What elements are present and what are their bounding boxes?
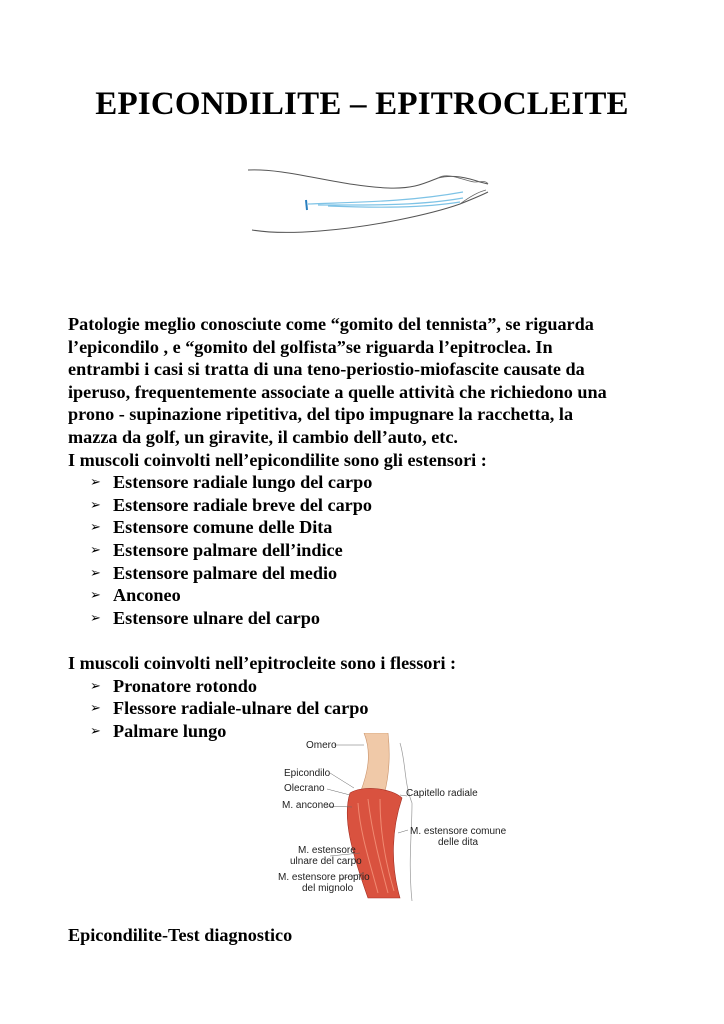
intro-line: iperuso, frequentemente associate a quelle attività che richiedono una <box>68 381 607 402</box>
arm-illustration <box>248 158 493 240</box>
bullet-arrow-icon: ➢ <box>90 677 101 693</box>
list-item: ➢ Anconeo <box>90 585 181 606</box>
list-item: ➢ Estensore radiale breve del carpo <box>90 494 372 515</box>
bullet-arrow-icon: ➢ <box>90 587 101 603</box>
hand-outline <box>438 176 488 204</box>
label-epicondilo: Epicondilo <box>284 768 331 779</box>
epicondyle-marker <box>306 200 307 210</box>
bullet-arrow-icon: ➢ <box>90 722 101 738</box>
list-item: ➢ Palmare lungo <box>90 720 227 741</box>
intro-line: mazza da golf, un giravite, il cambio dell’auto, etc. <box>68 426 458 447</box>
list-item: ➢ Estensore palmare del medio <box>90 562 338 583</box>
elbow-anatomy-illustration <box>272 733 517 903</box>
label-proprio-2: del mignolo <box>302 883 354 894</box>
label-proprio-1: M. estensore proprio <box>278 872 370 883</box>
label-olecrano: Olecrano <box>284 783 325 794</box>
spacer <box>68 629 668 652</box>
humerus-bone <box>360 733 389 795</box>
bullet-arrow-icon: ➢ <box>90 564 101 580</box>
list-item: ➢ Estensore radiale lungo del carpo <box>90 472 373 493</box>
bullet-arrow-icon: ➢ <box>90 700 101 716</box>
extensors-heading: I muscoli coinvolti nell’epicondilite sono gli estensori : <box>68 449 487 470</box>
tendon-highlight <box>308 192 463 207</box>
label-comune-1: M. estensore comune <box>410 826 507 837</box>
list-item: ➢ Estensore palmare dell’indice <box>90 539 343 560</box>
arm-outline <box>400 743 412 901</box>
label-omero: Omero <box>306 740 337 751</box>
bullet-arrow-icon: ➢ <box>90 496 101 512</box>
flexors-heading: I muscoli coinvolti nell’epitrocleite sono i flessori : <box>68 652 457 673</box>
list-item: ➢ Pronatore rotondo <box>90 675 257 696</box>
label-comune-2: delle dita <box>438 837 479 848</box>
intro-line: Patologie meglio conosciute come “gomito del tennista”, se riguarda <box>68 314 594 334</box>
label-ulnare-2: ulnare del carpo <box>290 856 362 867</box>
extensors-list <box>68 471 668 629</box>
intro-paragraph <box>68 313 668 449</box>
bullet-arrow-icon: ➢ <box>90 541 101 557</box>
bullet-arrow-icon: ➢ <box>90 519 101 535</box>
intro-line: l’epicondilo , e “gomito del golfista”se riguarda l’epitroclea. In <box>68 336 553 357</box>
page-title: EPICONDILITE – EPITROCLEITE <box>95 86 629 122</box>
list-item: ➢ Flessore radiale-ulnare del carpo <box>90 698 369 719</box>
arm-outline-top <box>248 170 488 188</box>
intro-line: prono - supinazione ripetitiva, del tipo impugnare la racchetta, la <box>68 404 574 425</box>
bullet-arrow-icon: ➢ <box>90 609 101 625</box>
label-ulnare-1: M. estensore <box>298 845 356 856</box>
intro-line: entrambi i casi si tratta di una teno-periostio-miofascite causate da <box>68 359 585 380</box>
arm-outline-bottom <box>252 192 488 232</box>
main-text <box>68 313 668 742</box>
list-item: ➢ Estensore ulnare del carpo <box>90 607 320 628</box>
bullet-arrow-icon: ➢ <box>90 474 101 490</box>
list-item: ➢ Estensore comune delle Dita <box>90 517 333 538</box>
section-heading-test: Epicondilite-Test diagnostico <box>68 925 293 945</box>
label-anconeo: M. anconeo <box>282 800 335 811</box>
label-capitello: Capitello radiale <box>406 788 478 799</box>
